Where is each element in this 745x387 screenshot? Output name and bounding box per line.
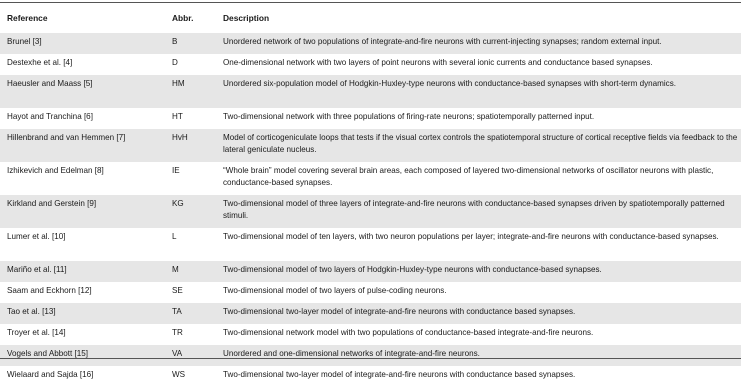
- description-cell: Model of corticogeniculate loops that tests if the visual cortex controls the spatiotemporal structure of cortical receptive fields via feedback to the lateral geniculate nucleus.: [222, 129, 741, 162]
- reference-cell: Haeusler and Maass [5]: [0, 75, 171, 108]
- abbr-cell: IE: [172, 166, 180, 175]
- table-row: [0, 282, 741, 303]
- abbr-cell: WS: [172, 370, 186, 379]
- table-row: [0, 33, 741, 54]
- description-cell: Two-dimensional network with three populations of firing-rate neurons; spatiotemporally patterned input.: [223, 112, 595, 121]
- reference-cell: Izhikevich and Edelman [8]: [7, 166, 104, 175]
- header-description: Description: [223, 13, 270, 23]
- header-row: [0, 3, 741, 33]
- abbr-cell: L: [172, 232, 177, 241]
- description-cell: Two-dimensional two-layer model of integrate-and-fire neurons with conductance based synapses.: [222, 303, 741, 324]
- reference-cell: Hillenbrand and van Hemmen [7]: [0, 129, 171, 162]
- reference-cell: Hayot and Tranchina [6]: [7, 112, 93, 121]
- reference-cell: Kirkland and Gerstein [9]: [0, 195, 171, 228]
- table-row: [0, 366, 741, 387]
- description-cell: Two-dimensional two-layer model of integrate-and-fire neurons with conductance based synapses.: [223, 370, 576, 379]
- description-cell: “Whole brain” model covering several brain areas, each composed of layered two-dimensional networks of oscillator neurons with plastic, conductance-based synapses.: [223, 166, 714, 187]
- description-cell: Two-dimensional model of two layers of Hodgkin-Huxley-type neurons with conductance-based synapses.: [222, 261, 741, 282]
- abbr-cell: B: [171, 33, 222, 54]
- abbr-cell: HT: [172, 112, 183, 121]
- abbr-cell: VA: [171, 345, 222, 366]
- abbr-cell: KG: [171, 195, 222, 228]
- description-cell: Two-dimensional model of two layers of pulse-coding neurons.: [223, 286, 447, 295]
- table-row: [0, 324, 741, 345]
- description-cell: Unordered network of two populations of integrate-and-fire neurons with current-injecting synapses; random external input.: [222, 33, 741, 54]
- table-row: [0, 162, 741, 195]
- description-cell: Two-dimensional model of ten layers, with two neuron populations per layer; integrate-and-fire neurons with conductance-based synapses.: [223, 232, 719, 241]
- table-row: [0, 345, 741, 366]
- table-row: [0, 303, 741, 324]
- table-row: [0, 54, 741, 75]
- bottom-rule: [0, 358, 741, 359]
- abbr-cell: HvH: [171, 129, 222, 162]
- table-row: [0, 228, 741, 261]
- header-abbr: Abbr.: [172, 13, 194, 23]
- reference-cell: Vogels and Abbott [15]: [0, 345, 171, 366]
- abbr-cell: SE: [172, 286, 183, 295]
- reference-cell: Lumer et al. [10]: [7, 232, 66, 241]
- description-cell: Two-dimensional network model with two populations of conductance-based integrate-and-fire neurons.: [223, 328, 594, 337]
- reference-cell: Destexhe et al. [4]: [7, 58, 73, 67]
- abbr-cell: D: [172, 58, 178, 67]
- table-row: [0, 129, 741, 162]
- reference-cell: Wielaard and Sajda [16]: [7, 370, 94, 379]
- models-table: [0, 3, 741, 387]
- description-cell: Unordered and one-dimensional networks of integrate-and-fire neurons.: [222, 345, 741, 366]
- reference-cell: Brunel [3]: [0, 33, 171, 54]
- reference-cell: Troyer et al. [14]: [7, 328, 66, 337]
- abbr-cell: M: [171, 261, 222, 282]
- description-cell: Two-dimensional model of three layers of integrate-and-fire neurons with conductance-based synapses driven by spatiotemporally patterned stimuli.: [222, 195, 741, 228]
- header-reference: Reference: [7, 13, 48, 23]
- reference-cell: Mariño et al. [11]: [0, 261, 171, 282]
- description-cell: One-dimensional network with two layers of point neurons with several ionic currents and conductance based synapses.: [223, 58, 653, 67]
- table-row: [0, 108, 741, 129]
- table-row: [0, 195, 741, 228]
- abbr-cell: HM: [171, 75, 222, 108]
- reference-cell: Saam and Eckhorn [12]: [7, 286, 92, 295]
- table-row: [0, 261, 741, 282]
- reference-cell: Tao et al. [13]: [0, 303, 171, 324]
- abbr-cell: TR: [172, 328, 183, 337]
- table-row: [0, 75, 741, 108]
- description-cell: Unordered six-population model of Hodgkin-Huxley-type neurons with conductance-based synapses with short-term dynamics.: [222, 75, 741, 108]
- abbr-cell: TA: [171, 303, 222, 324]
